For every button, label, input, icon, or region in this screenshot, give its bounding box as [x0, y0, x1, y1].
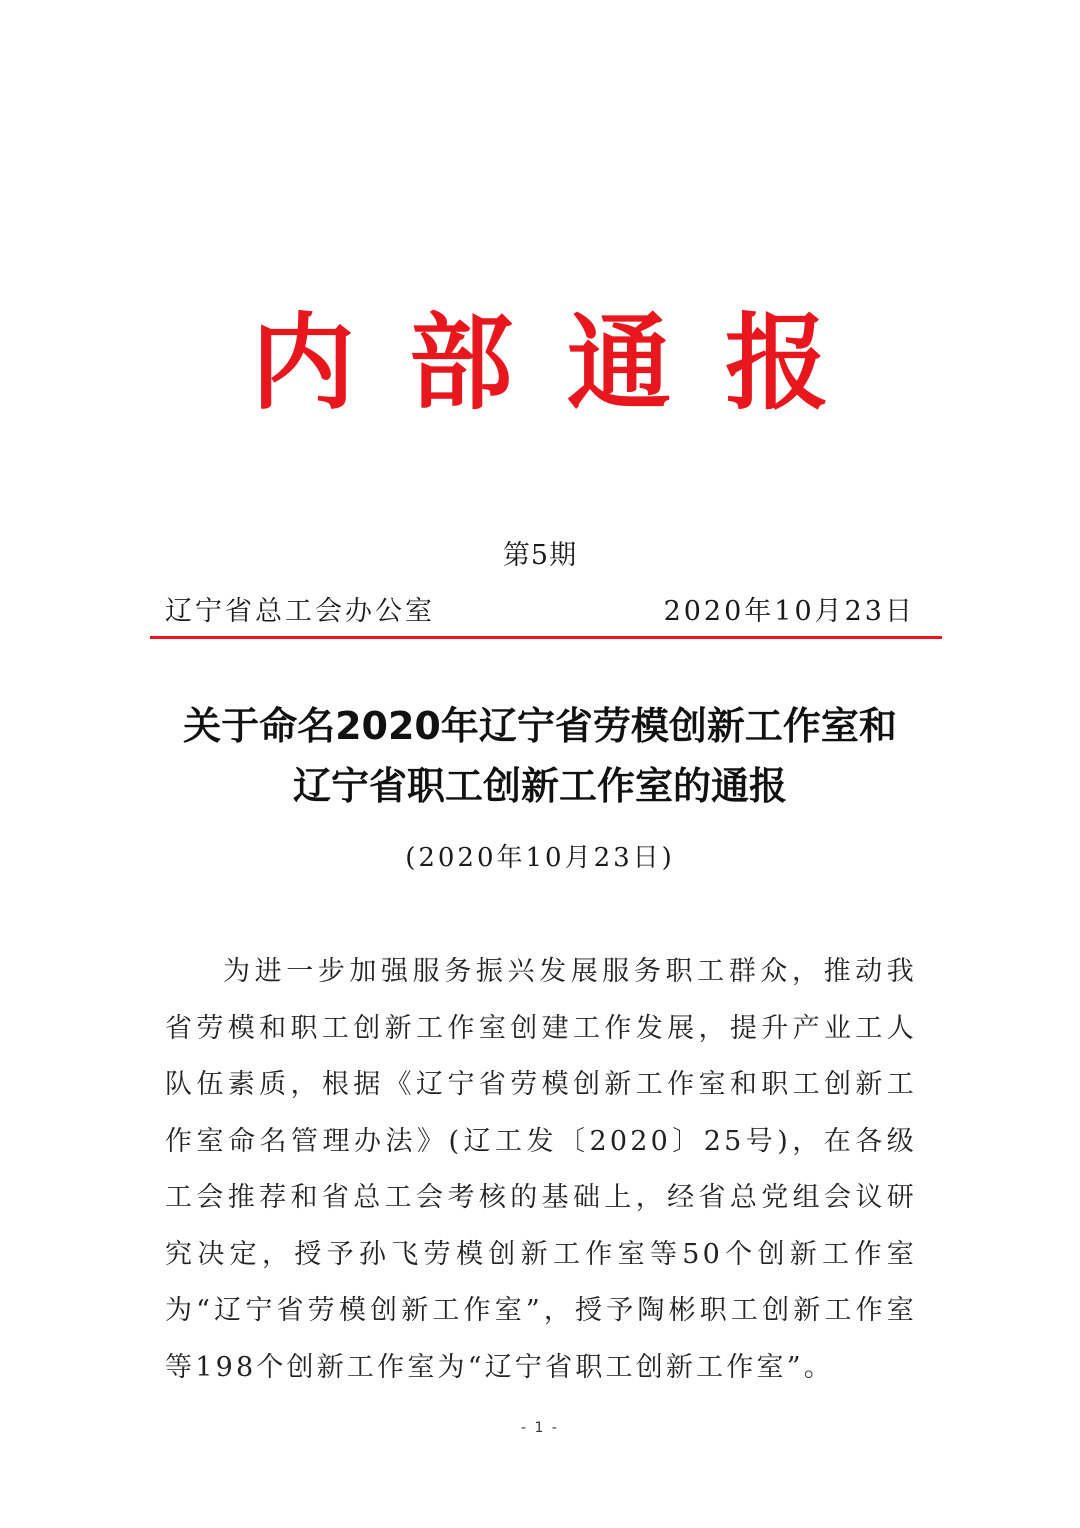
- issue-number: 第5期: [502, 540, 578, 571]
- document-title: [0, 696, 1080, 816]
- issuer-name: 辽宁省总工会办公室: [165, 596, 435, 627]
- masthead-title: 内部通报: [250, 302, 883, 424]
- document-date: (2020年10月23日): [405, 843, 675, 873]
- body-paragraph: 为进一步加强服务振兴发展服务职工群众，推动我省劳模和职工创新工作室创建工作发展，提升产业工人队伍素质，根据《辽宁省劳模创新工作室和职工创新工作室命名管理办法》(辽工发〔2020〕25号)，在各级工会推荐和省总工会考核的基础上，经省总党组会议研究决定，授予孙飞劳模创新工作室等50个创新工作室为“辽宁省劳模创新工作室”，授予陶彬职工创新工作室等198个创新工作室为“辽宁省职工创新工作室”。: [165, 956, 917, 1383]
- page-number: - 1 -: [521, 1420, 559, 1436]
- document-title-line-1: 关于命名2020年辽宁省劳模创新工作室和: [183, 704, 897, 748]
- document-title-line-2: 辽宁省职工创新工作室的通报: [292, 764, 787, 808]
- issue-date: 2020年10月23日: [663, 596, 915, 627]
- meta-row: [165, 592, 915, 632]
- red-divider-line: [150, 636, 942, 639]
